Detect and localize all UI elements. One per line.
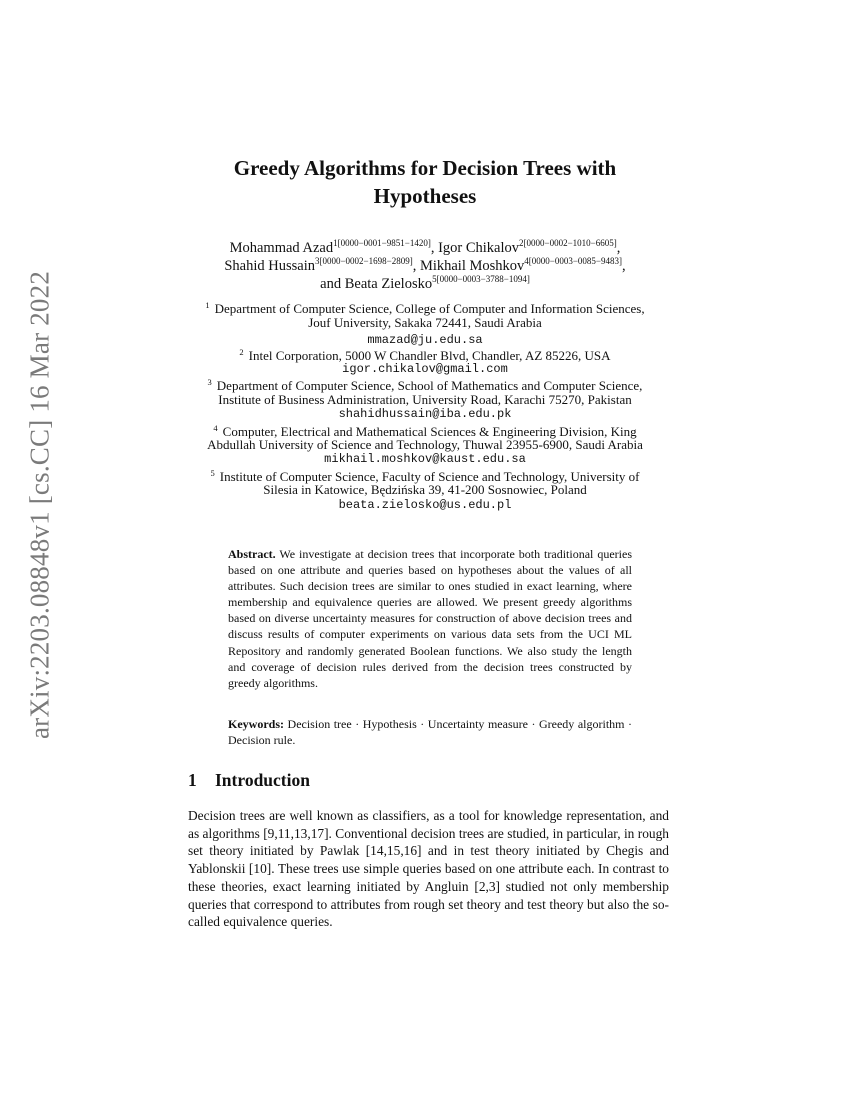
section-heading-introduction (188, 770, 310, 791)
section-title: Introduction (215, 770, 310, 790)
affiliation-5-email: beata.zielosko@us.edu.pl (338, 498, 512, 512)
affiliation-1-line-2: Jouf University, Sakaka 72441, Saudi Arabia (308, 315, 542, 330)
affiliation-2-email: igor.chikalov@gmail.com (342, 362, 508, 376)
arxiv-stamp-text: arXiv:2203.08848v1 [cs.CC] 16 Mar 2022 (24, 270, 55, 740)
intro-paragraph: Decision trees are well known as classifiers, as a tool for knowledge representation, and as algorithms [9,11,13,17]. Conventional decision trees are studied, in particular, in rough set theory initiated by Pawlak [14,15,16] and in test theory initiated by Chegis and Yablonskii [10]. These trees use simple queries based on one attribute each. In contrast to these theories, exact learning initiated by Angluin [2,3] studied not only membership queries that correspond to attributes from rough set theory and test theory but also the so-called equivalence queries. (188, 808, 669, 930)
affiliation-5-line-2: Silesia in Katowice, Będzińska 39, 41-200 Sosnowiec, Poland (263, 482, 587, 497)
orcid-id: 4[0000−0003−0085−9483] (524, 256, 623, 266)
title-line-2: Hypotheses (373, 184, 477, 208)
keywords-text: Decision tree · Hypothesis · Uncertainty measure · Greedy algorithm · Decision rule. (228, 717, 633, 748)
affiliation-3-email: shahidhussain@iba.edu.pk (338, 407, 512, 421)
affiliation-3-line-2: Institute of Business Administration, University Road, Karachi 75270, Pakistan (218, 392, 632, 407)
affiliation-4-line-1: $^4$ Computer, Electrical and Mathematical Sciences & Engineering Division, King (213, 423, 637, 439)
orcid-id: 1[0000−0001−9851−1420] (333, 238, 431, 248)
abstract-label: Abstract. (228, 547, 276, 561)
abstract (228, 546, 632, 691)
affiliation-number: 3 (207, 377, 212, 387)
affiliation-4-line-2: Abdullah University of Science and Technology, Thuwal 23955-6900, Saudi Arabia (207, 437, 643, 452)
author-name: Mohammad Azad (229, 240, 334, 256)
author-line-2: Shahid Hussain$^{3[0000-0002-1698-2809]}$, Mikhail Moshkov$^{4[0000-0003-0085-9483]}$, (224, 256, 626, 274)
author-line-3: and Beata Zielosko$^{5[0000-0003-3788-1094]}$ (320, 274, 530, 292)
author-name: Igor Chikalov (438, 240, 520, 256)
affiliation-number: 1 (205, 300, 210, 310)
title-line-1: Greedy Algorithms for Decision Trees with (233, 156, 617, 180)
author-name: Beata Zielosko (344, 276, 433, 292)
author-name: Shahid Hussain (224, 258, 315, 274)
affiliation-5-line-1: $^5$ Institute of Computer Science, Faculty of Science and Technology, University of (210, 468, 640, 484)
author-name: Mikhail Moshkov (419, 258, 525, 274)
orcid-id: 5[0000−0003−3788−1094] (432, 274, 530, 284)
author-line-1: Mohammad Azad$^{1[0000-0001-9851-1420]}$, Igor Chikalov$^{2[0000-0002-1010-6605]}$, (229, 238, 621, 256)
affiliation-number: 4 (213, 423, 218, 433)
keywords-label: Keywords: (228, 717, 284, 731)
paper-title (0, 154, 850, 210)
affiliation-4-email: mikhail.moshkov@kaust.edu.sa (324, 452, 526, 466)
affiliation-2-line-1: $^2$ Intel Corporation, 5000 W Chandler Blvd, Chandler, AZ 85226, USA (239, 347, 611, 363)
affiliation-3-line-1: $^3$ Department of Computer Science, School of Mathematics and Computer Science, (207, 377, 643, 393)
affiliation-number: 5 (210, 468, 215, 478)
affiliation-1-email: mmazad@ju.edu.sa (367, 333, 483, 347)
orcid-id: 3[0000−0002−1698−2809] (314, 256, 413, 266)
keywords (228, 716, 632, 748)
orcid-id: 2[0000−0002−1010−6605] (519, 238, 617, 248)
section-number: 1 (188, 770, 197, 790)
affiliation-number: 2 (239, 347, 244, 357)
abstract-text: We investigate at decision trees that incorporate both traditional queries based on one attribute and queries based on hypotheses about the values of all attributes. Such decision trees are similar to ones studied in exact learning, where membership and equivalence queries are allowed. We present greedy algorithms based on diverse uncertainty measures for construction of above decision trees and discuss results of computer experiments on various data sets from the UCI ML Repository and randomly generated Boolean functions. We also study the length and coverage of decision rules derived from the decision trees constructed by greedy algorithms. (228, 547, 632, 690)
affiliation-1-line-1: $^1$ Department of Computer Science, College of Computer and Information Sciences, (205, 300, 645, 316)
